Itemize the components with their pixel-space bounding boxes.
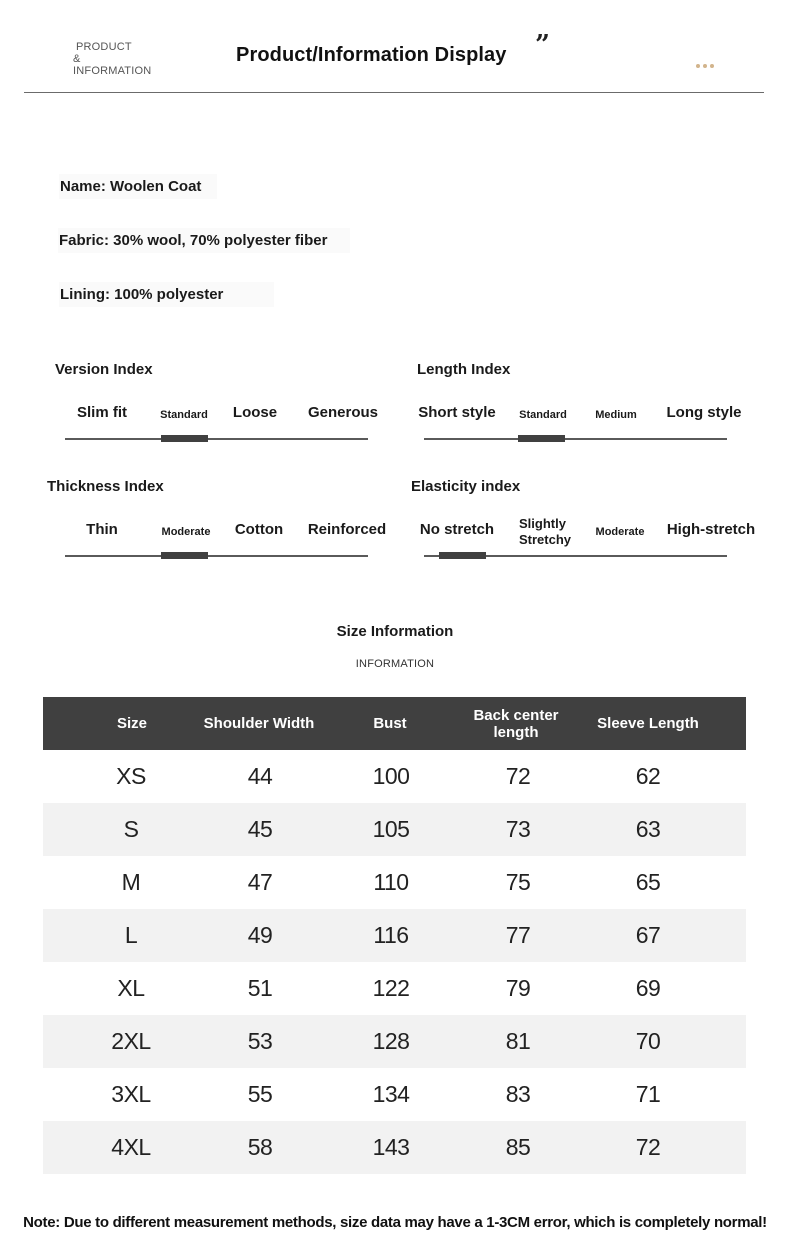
length-option-medium: Medium bbox=[595, 409, 637, 421]
cell-bust: 143 bbox=[372, 1134, 410, 1160]
table-row bbox=[43, 1068, 746, 1121]
version-option-standard: Standard bbox=[160, 409, 208, 421]
thickness-scale-track bbox=[65, 555, 368, 557]
elasticity-scale-marker bbox=[439, 552, 486, 559]
length-option-standard: Standard bbox=[519, 409, 567, 421]
size-table bbox=[43, 697, 746, 1174]
cell-size: 4XL bbox=[111, 1134, 151, 1160]
cell-back-center-length: 79 bbox=[505, 975, 531, 1001]
version-scale-marker bbox=[161, 435, 208, 442]
brand-line-ampersand: & bbox=[73, 53, 81, 65]
cell-size: 2XL bbox=[111, 1028, 151, 1054]
header-divider bbox=[24, 92, 764, 93]
table-row bbox=[43, 750, 746, 803]
size-section-subtitle: INFORMATION bbox=[355, 658, 435, 670]
cell-bust: 116 bbox=[373, 922, 409, 948]
cell-sleeve-length: 62 bbox=[635, 763, 661, 789]
length-index-title: Length Index bbox=[417, 361, 511, 378]
cell-bust: 128 bbox=[372, 1028, 410, 1054]
cell-back-center-length: 77 bbox=[505, 922, 531, 948]
cell-sleeve-length: 63 bbox=[635, 816, 661, 842]
cell-back-center-length: 72 bbox=[505, 763, 531, 789]
version-option-slim-fit: Slim fit bbox=[76, 404, 128, 421]
ellipsis-icon bbox=[696, 64, 714, 68]
column-header-shoulder-width: Shoulder Width bbox=[203, 715, 315, 732]
cell-bust: 100 bbox=[372, 763, 410, 789]
measurement-note: Note: Due to different measurement methods, size data may have a 1-3CM error, which is completely normal! bbox=[23, 1214, 767, 1231]
thickness-option-moderate: Moderate bbox=[161, 526, 211, 538]
table-row bbox=[43, 856, 746, 909]
brand-label bbox=[73, 41, 151, 77]
table-row bbox=[43, 1121, 746, 1174]
elasticity-option-no-stretch: No stretch bbox=[419, 521, 495, 538]
elasticity-option-slightly-line1: Slightly bbox=[519, 516, 566, 531]
cell-size: S bbox=[123, 816, 139, 842]
table-row bbox=[43, 803, 746, 856]
cell-sleeve-length: 71 bbox=[635, 1081, 661, 1107]
thickness-option-reinforced: Reinforced bbox=[307, 521, 387, 538]
cell-sleeve-length: 67 bbox=[635, 922, 661, 948]
cell-shoulder-width: 55 bbox=[247, 1081, 273, 1107]
column-header-back-center-length bbox=[473, 697, 558, 750]
cell-sleeve-length: 70 bbox=[635, 1028, 661, 1054]
column-header-back-center-line1: Back center bbox=[473, 706, 559, 724]
table-row bbox=[43, 1015, 746, 1068]
cell-back-center-length: 83 bbox=[505, 1081, 531, 1107]
version-option-loose: Loose bbox=[232, 404, 278, 421]
cell-bust: 134 bbox=[372, 1081, 410, 1107]
cell-size: M bbox=[121, 869, 141, 895]
table-row bbox=[43, 909, 746, 962]
cell-back-center-length: 75 bbox=[505, 869, 531, 895]
elasticity-option-slightly-line2: Stretchy bbox=[519, 532, 572, 547]
cell-sleeve-length: 72 bbox=[635, 1134, 661, 1160]
cell-shoulder-width: 53 bbox=[247, 1028, 273, 1054]
cell-shoulder-width: 49 bbox=[247, 922, 273, 948]
column-header-sleeve-length: Sleeve Length bbox=[597, 715, 699, 732]
size-table-header bbox=[43, 697, 746, 750]
cell-back-center-length: 81 bbox=[505, 1028, 531, 1054]
length-scale-track bbox=[424, 438, 727, 440]
cell-shoulder-width: 47 bbox=[247, 869, 273, 895]
length-option-short-style: Short style bbox=[418, 404, 496, 421]
thickness-scale-marker bbox=[161, 552, 208, 559]
cell-shoulder-width: 44 bbox=[247, 763, 273, 789]
page-title: Product/Information Display bbox=[236, 44, 507, 66]
brand-line-information: INFORMATION bbox=[73, 65, 152, 77]
column-header-bust: Bust bbox=[373, 715, 407, 732]
cell-back-center-length: 85 bbox=[505, 1134, 531, 1160]
cell-sleeve-length: 69 bbox=[635, 975, 661, 1001]
cell-bust: 110 bbox=[373, 869, 409, 895]
thickness-option-thin: Thin bbox=[86, 521, 118, 538]
cell-shoulder-width: 45 bbox=[247, 816, 273, 842]
cell-bust: 105 bbox=[372, 816, 410, 842]
elasticity-option-slightly-stretchy bbox=[519, 516, 571, 548]
version-scale-track bbox=[65, 438, 368, 440]
thickness-index-title: Thickness Index bbox=[47, 478, 164, 495]
thickness-option-cotton: Cotton bbox=[234, 521, 284, 538]
version-index-title: Version Index bbox=[55, 361, 153, 378]
size-section-title: Size Information bbox=[336, 623, 454, 640]
cell-back-center-length: 73 bbox=[505, 816, 531, 842]
cell-shoulder-width: 51 bbox=[247, 975, 273, 1001]
cell-sleeve-length: 65 bbox=[635, 869, 661, 895]
version-option-generous: Generous bbox=[307, 404, 379, 421]
cell-bust: 122 bbox=[372, 975, 410, 1001]
elasticity-option-high-stretch: High-stretch bbox=[666, 521, 756, 538]
product-fabric: Fabric: 30% wool, 70% polyester fiber bbox=[58, 228, 350, 253]
cell-size: L bbox=[124, 922, 138, 948]
length-scale-marker bbox=[518, 435, 565, 442]
product-name: Name: Woolen Coat bbox=[59, 174, 217, 199]
elasticity-index-title: Elasticity index bbox=[411, 478, 521, 495]
table-row bbox=[43, 962, 746, 1015]
cell-shoulder-width: 58 bbox=[247, 1134, 273, 1160]
product-lining: Lining: 100% polyester bbox=[59, 282, 274, 307]
elasticity-option-moderate: Moderate bbox=[595, 526, 645, 538]
cell-size: XS bbox=[116, 763, 146, 789]
length-option-long-style: Long style bbox=[666, 404, 742, 421]
quote-icon: ” bbox=[535, 30, 550, 60]
cell-size: XL bbox=[117, 975, 145, 1001]
cell-size: 3XL bbox=[111, 1081, 151, 1107]
brand-line-product: PRODUCT bbox=[76, 41, 132, 53]
column-header-back-center-line2: length bbox=[493, 723, 539, 741]
column-header-size: Size bbox=[116, 715, 148, 732]
